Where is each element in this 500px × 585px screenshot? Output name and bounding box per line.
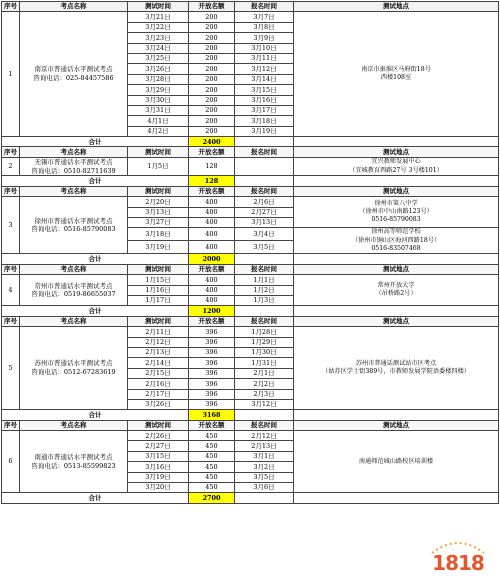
reg-date-cell: 2月27日 (235, 207, 294, 217)
reg-date-cell: 1月30日 (235, 347, 294, 357)
test-date-cell: 3月19日 (128, 241, 189, 254)
header-row (2, 420, 499, 430)
test-date-cell: 2月17日 (128, 389, 189, 399)
reg-date-cell: 3月19日 (235, 126, 294, 136)
header-site-name: 考点名称 (20, 420, 128, 430)
schedule-row (2, 157, 499, 176)
header-test-date: 测试时间 (128, 420, 189, 430)
header-seq: 序号 (2, 2, 20, 12)
reg-date-cell: 3月2日 (235, 462, 294, 472)
total-label: 合计 (2, 254, 189, 264)
test-date-cell: 3月20日 (128, 483, 189, 493)
reg-date-cell: 3月14日 (235, 74, 294, 84)
reg-date-cell: 3月7日 (235, 12, 294, 22)
total-label: 合计 (2, 137, 189, 147)
quota-cell: 396 (189, 368, 235, 378)
header-quota: 开放名额 (189, 2, 235, 12)
test-date-cell: 2月27日 (128, 441, 189, 451)
location-line: 0516-83507468 (371, 245, 421, 253)
schedule-row (2, 431, 499, 441)
total-label: 合计 (2, 410, 189, 420)
header-site-name: 考点名称 (20, 186, 128, 196)
header-test-date: 测试时间 (128, 186, 189, 196)
location-line: （徐州市中山南路123号） (359, 208, 433, 216)
quota-cell: 400 (189, 285, 235, 295)
test-date-cell: 1月16日 (128, 285, 189, 295)
total-quota: 128 (189, 176, 235, 186)
total-blank-location (294, 176, 499, 186)
quota-cell: 200 (189, 85, 235, 95)
total-quota: 2400 (189, 137, 235, 147)
site-phone: 咨询电话：025-84457586 (33, 74, 114, 83)
site-name: 南京市普通话水平测试考点 (34, 65, 113, 74)
test-date-cell: 3月28日 (128, 74, 189, 84)
header-location: 测试地点 (294, 2, 499, 12)
site-name: 苏州市普通话水平测试考点 (34, 359, 113, 368)
test-date-cell: 3月25日 (128, 53, 189, 63)
total-blank-reg (235, 493, 294, 503)
test-date-cell: 3月21日 (128, 12, 189, 22)
reg-date-cell: 3月10日 (235, 43, 294, 53)
header-row (2, 316, 499, 326)
quota-cell: 200 (189, 12, 235, 22)
reg-date-cell: 3月6日 (235, 483, 294, 493)
reg-date-cell: 3月5日 (235, 241, 294, 254)
header-location: 测试地点 (294, 147, 499, 157)
reg-date-cell: 3月1日 (235, 451, 294, 461)
quota-cell: 200 (189, 53, 235, 63)
total-blank-reg (235, 176, 294, 186)
total-blank-reg (235, 254, 294, 264)
reg-date-cell: 3月18日 (235, 116, 294, 126)
test-date-cell: 3月23日 (128, 33, 189, 43)
reg-date-cell: 3月12日 (235, 399, 294, 409)
quota-cell: 396 (189, 327, 235, 337)
test-date-cell: 4月2日 (128, 126, 189, 136)
test-date-cell: 2月11日 (128, 327, 189, 337)
quota-cell: 396 (189, 337, 235, 347)
quota-cell: 400 (189, 217, 235, 227)
total-label: 合计 (2, 493, 189, 503)
total-row (2, 410, 499, 420)
site-phone: 咨询电话：0512-67283619 (31, 368, 116, 377)
quota-cell: 200 (189, 33, 235, 43)
test-date-cell: 2月12日 (128, 337, 189, 347)
test-date-cell: 3月31日 (128, 105, 189, 115)
site-phone: 咨询电话：0516-85790083 (31, 225, 116, 234)
header-seq: 序号 (2, 147, 20, 157)
location-line: （宜城教育西路27号 3号楼101） (349, 166, 443, 174)
site-seq: 5 (2, 327, 20, 410)
quota-cell: 450 (189, 462, 235, 472)
reg-date-cell: 2月13日 (235, 441, 294, 451)
quota-cell: 400 (189, 207, 235, 217)
location-line: 徐州高等师范学校 (371, 228, 421, 236)
header-location: 测试地点 (294, 186, 499, 196)
reg-date-cell: 3月17日 (235, 105, 294, 115)
header-quota: 开放名额 (189, 264, 235, 274)
quota-cell: 200 (189, 64, 235, 74)
test-date-cell: 3月24日 (128, 43, 189, 53)
test-location (294, 275, 499, 306)
total-quota: 3168 (189, 410, 235, 420)
total-row (2, 254, 499, 264)
quota-cell: 200 (189, 95, 235, 105)
watermark-text: 1818 (432, 551, 484, 575)
quota-cell: 400 (189, 228, 235, 241)
schedule-row (2, 12, 499, 22)
location-line: 宜兴教师发展中心 (371, 158, 421, 166)
header-quota: 开放名额 (189, 420, 235, 430)
location-line: 南通师范城山路校区培训楼 (358, 457, 434, 465)
quota-cell: 400 (189, 197, 235, 207)
reg-date-cell: 3月15日 (235, 85, 294, 95)
site-info (20, 327, 128, 410)
location-line: 常州开放大学 (377, 281, 415, 289)
total-blank-location (294, 410, 499, 420)
header-seq: 序号 (2, 264, 20, 274)
location-line: 徐州市第八中学 (374, 199, 418, 207)
header-test-date: 测试时间 (128, 147, 189, 157)
location-line: （吊桥路2号） (375, 290, 417, 298)
total-quota: 2000 (189, 254, 235, 264)
test-date-cell: 2月20日 (128, 197, 189, 207)
site-phone: 咨询电话：0510-82711639 (31, 166, 116, 175)
header-reg-date: 报名时间 (235, 2, 294, 12)
quota-cell: 396 (189, 358, 235, 368)
total-label: 合计 (2, 176, 189, 186)
site-name: 徐州市普通话水平测试考点 (34, 216, 113, 225)
schedule-row (2, 197, 499, 207)
test-date-cell: 3月19日 (128, 472, 189, 482)
total-blank-reg (235, 306, 294, 316)
site-phone: 咨询电话：0519-86655037 (31, 290, 116, 299)
site-seq: 6 (2, 431, 20, 493)
location-line: 苏州市普通话测试站市区考点 (355, 359, 437, 367)
test-location (294, 228, 499, 254)
quota-cell: 128 (189, 157, 235, 176)
header-row (2, 264, 499, 274)
total-blank-reg (235, 410, 294, 420)
site-info (20, 12, 128, 137)
site-seq: 2 (2, 157, 20, 176)
test-date-cell: 2月15日 (128, 368, 189, 378)
reg-date-cell: 2月1日 (235, 368, 294, 378)
quota-cell: 200 (189, 116, 235, 126)
quota-cell: 400 (189, 275, 235, 285)
header-row (2, 2, 499, 12)
test-date-cell: 3月26日 (128, 399, 189, 409)
reg-date-cell: 3月5日 (235, 472, 294, 482)
reg-date-cell: 2月2日 (235, 379, 294, 389)
quota-cell: 400 (189, 295, 235, 305)
total-label: 合计 (2, 306, 189, 316)
total-quota: 2700 (189, 493, 235, 503)
reg-date-cell: 1月1日 (235, 275, 294, 285)
site-name: 无锡市普通话水平测试考点 (34, 157, 113, 166)
site-name: 南通市普通话水平测试考点 (34, 452, 113, 461)
total-quota: 1200 (189, 306, 235, 316)
location-line: 0516-85790083 (371, 216, 421, 224)
quota-cell: 450 (189, 472, 235, 482)
site-watermark (422, 537, 494, 577)
total-row (2, 306, 499, 316)
reg-date-cell: 3月16日 (235, 95, 294, 105)
total-blank-location (294, 137, 499, 147)
header-reg-date: 报名时间 (235, 147, 294, 157)
site-info (20, 275, 128, 306)
site-seq: 3 (2, 197, 20, 254)
site-phone: 咨询电话：0513-85599823 (31, 461, 116, 470)
header-quota: 开放名额 (189, 186, 235, 196)
header-reg-date: 报名时间 (235, 186, 294, 196)
test-date-cell: 2月26日 (128, 431, 189, 441)
header-reg-date: 报名时间 (235, 420, 294, 430)
header-reg-date: 报名时间 (235, 316, 294, 326)
site-info (20, 157, 128, 176)
quota-cell: 200 (189, 43, 235, 53)
test-date-cell: 3月13日 (128, 207, 189, 217)
location-line: 南京市秦淮区马府街18号 (361, 65, 431, 73)
header-site-name: 考点名称 (20, 147, 128, 157)
header-test-date: 测试时间 (128, 264, 189, 274)
test-date-cell: 4月1日 (128, 116, 189, 126)
total-blank-location (294, 254, 499, 264)
site-seq: 1 (2, 12, 20, 137)
header-row (2, 186, 499, 196)
test-date-cell: 3月30日 (128, 95, 189, 105)
test-date-cell: 3月15日 (128, 451, 189, 461)
quota-cell: 396 (189, 347, 235, 357)
header-location: 测试地点 (294, 316, 499, 326)
header-test-date: 测试时间 (128, 316, 189, 326)
header-seq: 序号 (2, 316, 20, 326)
quota-cell: 200 (189, 22, 235, 32)
reg-date-cell: 2月6日 (235, 197, 294, 207)
test-date-cell: 2月14日 (128, 358, 189, 368)
total-row (2, 176, 499, 186)
total-row (2, 137, 499, 147)
total-blank-reg (235, 137, 294, 147)
test-date-cell: 1月15日 (128, 275, 189, 285)
quota-cell: 200 (189, 105, 235, 115)
reg-date-cell: 3月11日 (235, 53, 294, 63)
header-seq: 序号 (2, 186, 20, 196)
quota-cell: 396 (189, 379, 235, 389)
test-location (294, 327, 499, 410)
header-test-date: 测试时间 (128, 2, 189, 12)
location-line: （姑苏区学士街389号，市教师发展学院语委楼四楼） (322, 368, 470, 376)
header-row (2, 147, 499, 157)
exam-schedule-body (2, 2, 499, 504)
site-name: 常州市普通话水平测试考点 (34, 281, 113, 290)
reg-date-cell: 1月3日 (235, 295, 294, 305)
test-date-cell: 2月13日 (128, 347, 189, 357)
quota-cell: 400 (189, 241, 235, 254)
site-info (20, 197, 128, 254)
header-site-name: 考点名称 (20, 264, 128, 274)
quota-cell: 450 (189, 431, 235, 441)
quota-cell: 450 (189, 441, 235, 451)
header-quota: 开放名额 (189, 316, 235, 326)
quota-cell: 200 (189, 126, 235, 136)
reg-date-cell: 2月3日 (235, 389, 294, 399)
test-date-cell: 3月29日 (128, 85, 189, 95)
total-blank-location (294, 306, 499, 316)
quota-cell: 450 (189, 451, 235, 461)
header-quota: 开放名额 (189, 147, 235, 157)
quota-cell: 396 (189, 389, 235, 399)
test-date-cell: 3月26日 (128, 64, 189, 74)
reg-date-cell: 1月28日 (235, 327, 294, 337)
reg-date-cell: 3月9日 (235, 33, 294, 43)
reg-date-cell: 1月31日 (235, 358, 294, 368)
header-seq: 序号 (2, 420, 20, 430)
test-location (294, 431, 499, 493)
schedule-row (2, 327, 499, 337)
header-site-name: 考点名称 (20, 316, 128, 326)
test-location (294, 157, 499, 176)
location-line: （徐州市铜山区海河西路18号） (351, 236, 441, 244)
quota-cell: 396 (189, 399, 235, 409)
site-info (20, 431, 128, 493)
header-location: 测试地点 (294, 420, 499, 430)
reg-date-cell: 3月4日 (235, 228, 294, 241)
test-location (294, 197, 499, 228)
exam-schedule-table (1, 1, 499, 504)
schedule-row (2, 275, 499, 285)
test-date-cell: 3月27日 (128, 217, 189, 227)
reg-date-cell: 3月12日 (235, 64, 294, 74)
reg-date-cell: 3月13日 (235, 217, 294, 227)
header-reg-date: 报名时间 (235, 264, 294, 274)
total-blank-location (294, 493, 499, 503)
test-date-cell: 3月22日 (128, 22, 189, 32)
total-row (2, 493, 499, 503)
header-location: 测试地点 (294, 264, 499, 274)
reg-date-cell: 1月29日 (235, 337, 294, 347)
header-site-name: 考点名称 (20, 2, 128, 12)
quota-cell: 200 (189, 74, 235, 84)
test-location (294, 12, 499, 137)
quota-cell: 450 (189, 483, 235, 493)
reg-date-cell (235, 157, 294, 176)
test-date-cell: 3月16日 (128, 462, 189, 472)
test-date-cell: 1月17日 (128, 295, 189, 305)
location-line: 西楼108室 (380, 74, 412, 82)
reg-date-cell: 3月8日 (235, 22, 294, 32)
test-date-cell: 1月5日 (128, 157, 189, 176)
reg-date-cell: 1月2日 (235, 285, 294, 295)
test-date-cell: 2月16日 (128, 379, 189, 389)
reg-date-cell: 2月12日 (235, 431, 294, 441)
test-date-cell: 3月18日 (128, 228, 189, 241)
site-seq: 4 (2, 275, 20, 306)
